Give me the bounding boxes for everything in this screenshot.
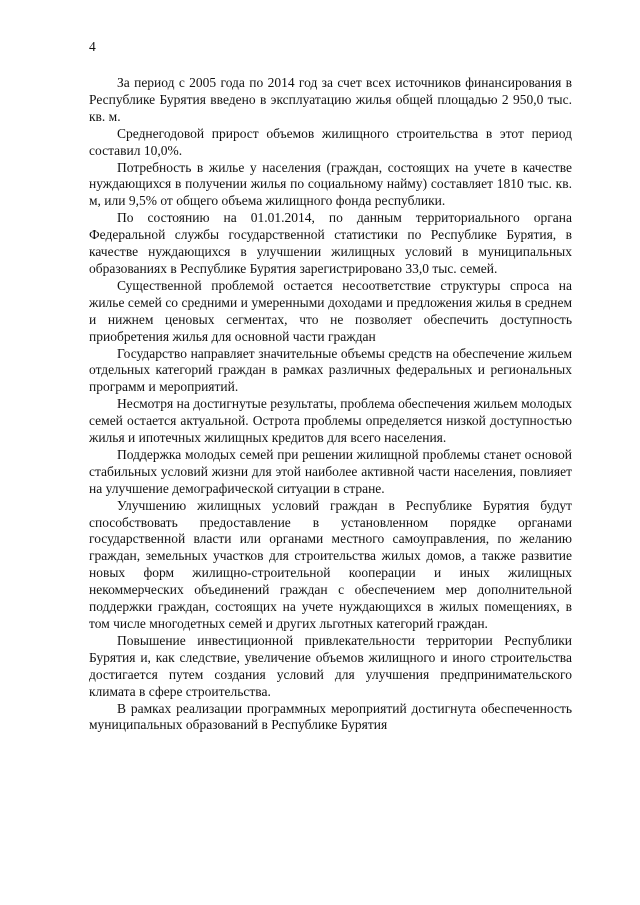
paragraph: Существенной проблемой остается несоответствие структуры спроса на жилье семей со средними и умеренными доходами и предложения жилья в среднем и нижнем ценовых сегментах, что не позволяет обеспечить доступность приобретения жилья для основной части граждан	[89, 277, 572, 344]
paragraph: Повышение инвестиционной привлекательности территории Республики Бурятия и, как следствие, увеличение объемов жилищного и иного строительства достигается путем создания условий для улучшения предпринимательского климата в сфере строительства.	[89, 632, 572, 699]
paragraph: За период с 2005 года по 2014 год за счет всех источников финансирования в Республике Бурятия введено в эксплуатацию жилья общей площадью 2 950,0 тыс. кв. м.	[89, 75, 572, 124]
paragraph: Государство направляет значительные объемы средств на обеспечение жильем отдельных категорий граждан в рамках различных федеральных и региональных программ и мероприятий.	[89, 345, 572, 395]
paragraph: Поддержка молодых семей при решении жилищной проблемы станет основой стабильных условий жизни для этой наиболее активной части населения, повлияет на улучшение демографической ситуации в стране.	[89, 446, 572, 496]
paragraph: Потребность в жилье у населения (граждан, состоящих на учете в качестве нуждающихся в получении жилья по социальному найму) составляет 1810 тыс. кв. м, или 9,5% от общего объема жилищного фонда республики.	[89, 159, 572, 209]
paragraph: Улучшению жилищных условий граждан в Республике Бурятия будут способствовать предоставление в установленном порядке органами государственной власти или органами местного самоуправления, по желанию граждан, земельных участков для строительства жилых домов, а также развитие новых форм жилищно-строительной кооперации и иных жилищных некоммерческих объединений граждан с обеспечением мер дополнительной поддержки граждан, состоящих на учете нуждающихся в жилых помещениях, в том числе многодетных семей и других льготных категорий граждан.	[89, 497, 572, 631]
document-body	[89, 75, 572, 734]
page-number: 4	[89, 39, 96, 54]
paragraph: Среднегодовой прирост объемов жилищного строительства в этот период составил 10,0%.	[89, 125, 572, 158]
paragraph: По состоянию на 01.01.2014, по данным территориального органа Федеральной службы государственной статистики по Республике Бурятия, в качестве нуждающихся в улучшении жилищных условий в муниципальных образованиях в Республике Бурятия зарегистрировано 33,0 тыс. семей.	[89, 210, 572, 276]
paragraph: Несмотря на достигнутые результаты, проблема обеспечения жильем молодых семей остается актуальной. Острота проблемы определяется низкой доступностью жилья и ипотечных жилищных кредитов для всего населения.	[89, 396, 572, 446]
paragraph: В рамках реализации программных мероприятий достигнута обеспеченность муниципальных образований в Республике Бурятия	[89, 700, 572, 733]
